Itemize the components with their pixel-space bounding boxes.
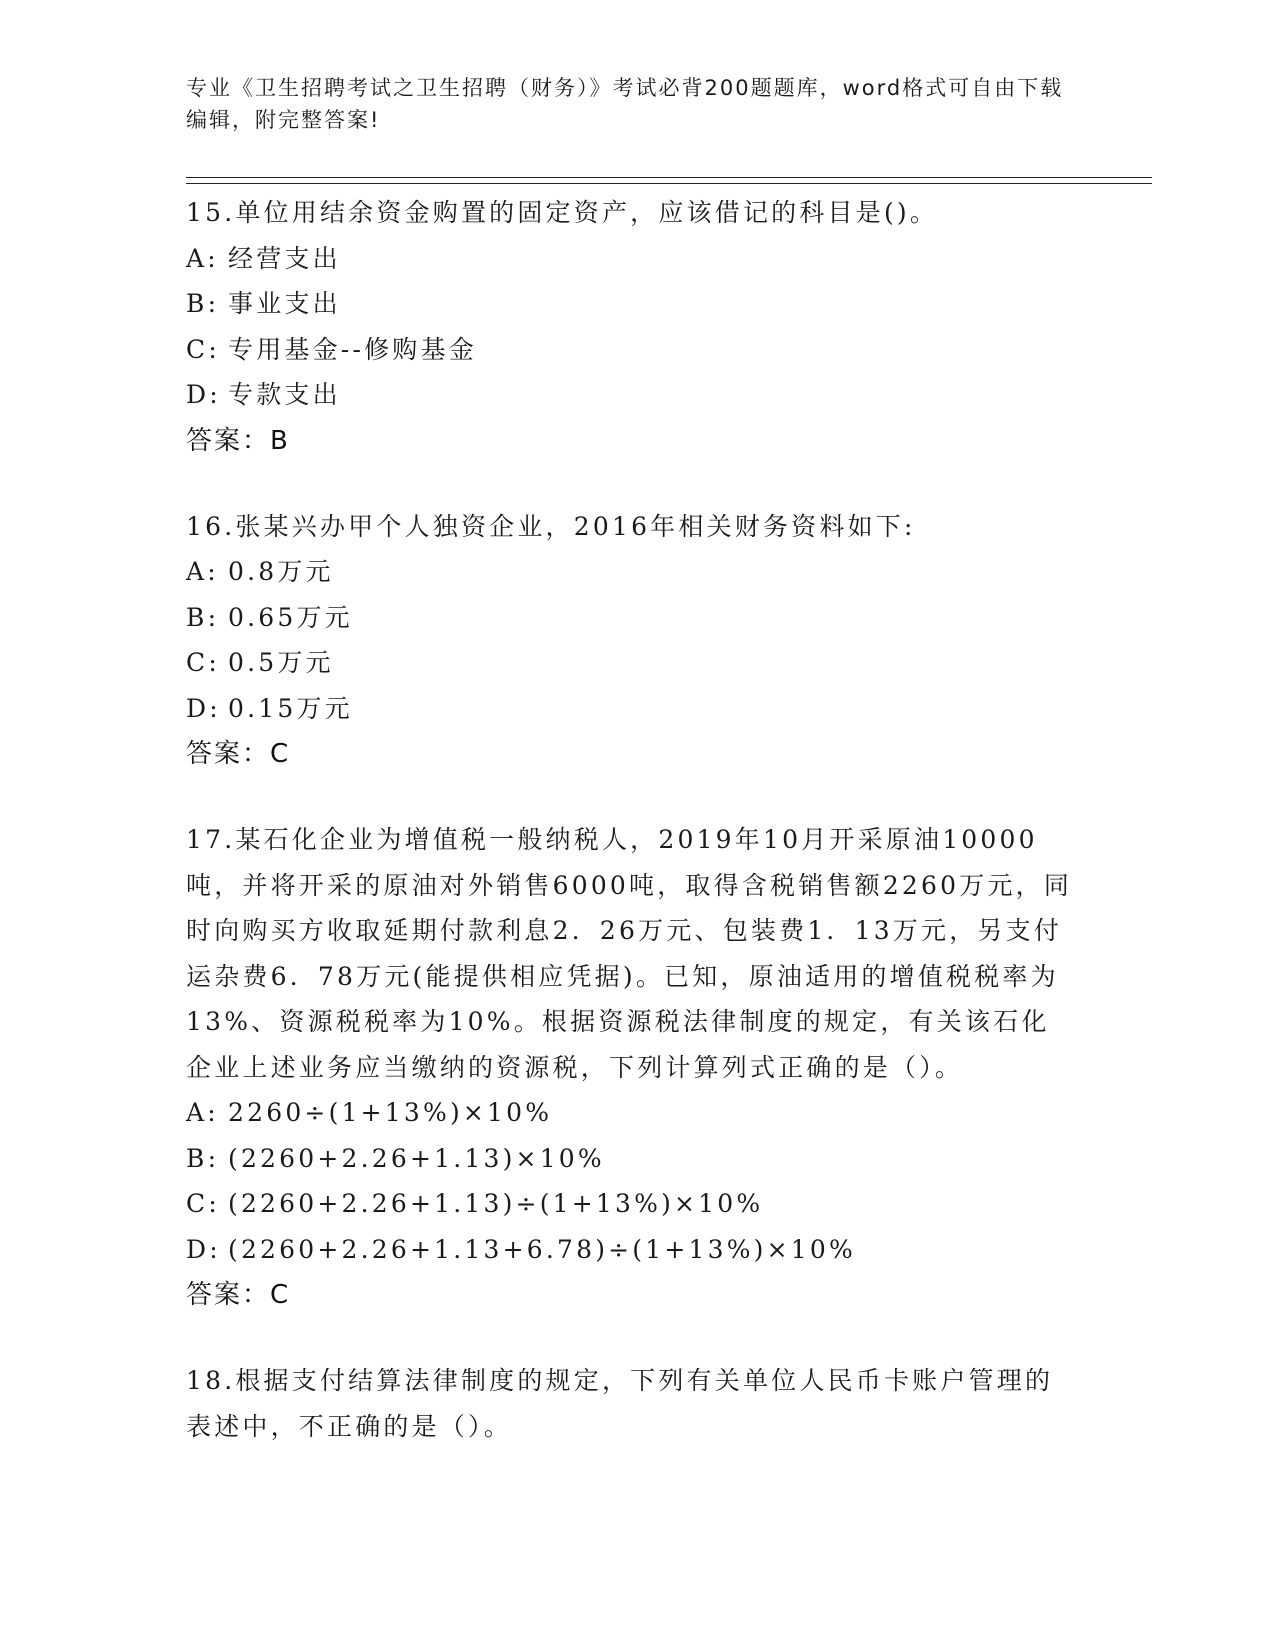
option-b [186, 281, 1076, 327]
answer-label: 答案： [186, 739, 271, 769]
option-text: (2260+2.26+1.13+6.78)÷(1+13%)×10% [228, 1234, 856, 1264]
option-text: (2260+2.26+1.13)÷(1+13%)×10% [228, 1189, 764, 1218]
question-18 [186, 1358, 1076, 1449]
option-b [186, 1136, 1076, 1182]
answer-line [186, 1272, 1076, 1318]
option-text: 2260÷(1+13%)×10% [228, 1098, 553, 1127]
question-stem: 17.某石化企业为增值税一般纳税人，2019年10月开采原油10000吨，并将开采的原油对外销售6000吨，取得含税销售额2260万元，同时向购买方收取延期付款利息2．26万元、包装费1．13万元，另支付运杂费6．78万元(能提供相应凭据)。已知，原油适用的增值税税率为13%、资源税税率为10%。根据资源税法律制度的规定，有关该石化企业上述业务应当缴纳的资源税，下列计算列式正确的是（）。 [186, 825, 1073, 1082]
option-text: 事业支出 [228, 289, 341, 318]
option-text: 0.8万元 [228, 557, 334, 586]
option-key: B: [186, 289, 220, 318]
option-c [186, 640, 1076, 686]
question-17 [186, 817, 1076, 1318]
option-key: B: [186, 1143, 220, 1173]
option-key: C: [186, 1189, 220, 1218]
option-b [186, 595, 1076, 641]
answer-value: B [270, 425, 289, 456]
question-stem: 15.单位用结余资金购置的固定资产，应该借记的科目是()。 [186, 198, 939, 227]
question-stem: 16.张某兴办甲个人独资企业，2016年相关财务资料如下: [186, 511, 916, 541]
option-key: A: [186, 1098, 219, 1127]
option-key: A: [186, 243, 219, 273]
option-d [186, 1227, 1076, 1273]
answer-value: C [270, 739, 290, 769]
option-c [186, 327, 1076, 373]
header-rule-top [186, 177, 1152, 178]
answer-label: 答案： [186, 425, 271, 456]
option-text: 0.65万元 [228, 602, 353, 632]
option-text: 0.5万元 [228, 648, 334, 677]
option-text: 0.15万元 [228, 693, 353, 723]
option-a [186, 236, 1076, 282]
option-text: 专用基金--修购基金 [228, 334, 477, 364]
question-list [186, 190, 1076, 1489]
question-16 [186, 504, 1076, 778]
option-key: A: [186, 557, 219, 586]
document-header: 专业《卫生招聘考试之卫生招聘（财务）》考试必背200题题库，word格式可自由下载编辑，附完整答案! [186, 76, 1064, 132]
header-rule-bottom [186, 183, 1152, 184]
question-15 [186, 190, 1076, 464]
option-text: (2260+2.26+1.13)×10% [228, 1143, 605, 1173]
question-stem: 18.根据支付结算法律制度的规定，下列有关单位人民币卡账户管理的表述中，不正确的是（）。 [186, 1366, 1054, 1441]
answer-line [186, 418, 1076, 464]
option-key: C: [186, 648, 220, 677]
option-d [186, 686, 1076, 732]
option-key: C: [186, 334, 220, 364]
option-key: D: [186, 693, 221, 723]
answer-line [186, 731, 1076, 777]
option-a [186, 549, 1076, 595]
option-key: D: [186, 1234, 221, 1264]
option-key: D: [186, 380, 221, 409]
answer-label: 答案： [186, 1280, 271, 1310]
option-c [186, 1181, 1076, 1227]
answer-value: C [270, 1280, 290, 1310]
option-a [186, 1090, 1076, 1136]
option-key: B: [186, 602, 220, 632]
option-text: 经营支出 [228, 243, 341, 273]
option-text: 专款支出 [228, 380, 341, 409]
option-d [186, 372, 1076, 418]
